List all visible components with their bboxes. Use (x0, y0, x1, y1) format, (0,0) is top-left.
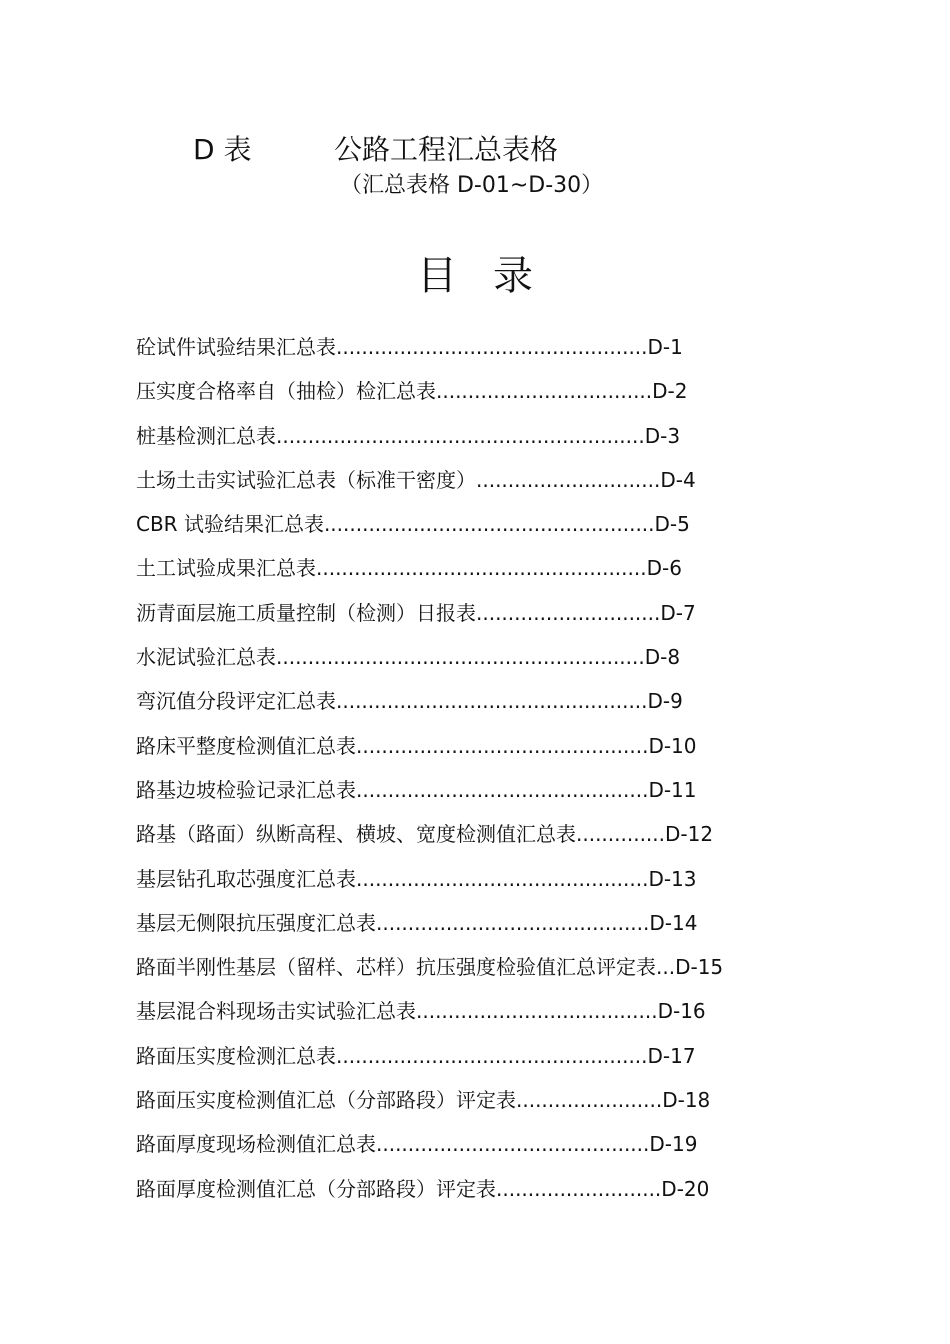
toc-item: 路面厚度检测值汇总（分部路段）评定表..........................D-20 (136, 1176, 710, 1201)
toc-heading: 目录 (417, 253, 569, 299)
toc-item: 路面压实度检测值汇总（分部路段）评定表.......................D-18 (136, 1088, 711, 1113)
table-series-label: D 表 (193, 133, 252, 166)
toc-item: 基层无侧限抗压强度汇总表...........................................D-14 (136, 910, 698, 935)
toc-item: 水泥试验汇总表..........................................................D-8 (136, 645, 681, 670)
toc-item: 弯沉值分段评定汇总表.................................................D-9 (136, 689, 683, 714)
document-subtitle: （汇总表格 D-01~D-30） (340, 173, 604, 198)
toc-item: 路基边坡检验记录汇总表..............................................D-11 (136, 777, 697, 802)
toc-item: 基层钻孔取芯强度汇总表..............................................D-13 (136, 866, 697, 891)
toc-item: 路基（路面）纵断高程、横坡、宽度检测值汇总表..............D-12 (136, 822, 714, 847)
toc-item: 基层混合料现场击实试验汇总表......................................D-16 (136, 999, 706, 1024)
toc-item: 压实度合格率自（抽检）检汇总表..................................D-2 (136, 379, 688, 404)
toc-list (136, 330, 723, 1216)
toc-item: 路面厚度现场检测值汇总表...........................................D-19 (136, 1132, 698, 1157)
document-title: 公路工程汇总表格 (334, 133, 559, 166)
toc-item: 土工试验成果汇总表....................................................D-6 (136, 556, 682, 581)
toc-item: 桩基检测汇总表..........................................................D-3 (136, 423, 681, 448)
document-header (0, 128, 950, 168)
toc-item: 路面压实度检测汇总表.................................................D-17 (136, 1043, 696, 1068)
toc-item: 沥青面层施工质量控制（检测）日报表.............................D-7 (136, 600, 696, 625)
toc-item: CBR 试验结果汇总表....................................................D-5 (136, 512, 690, 537)
toc-item: 土场土击实试验汇总表（标准干密度）.............................D-4 (136, 467, 696, 492)
toc-item: 路床平整度检测值汇总表..............................................D-10 (136, 733, 697, 758)
toc-item: 路面半刚性基层（留样、芯样）抗压强度检验值汇总评定表...D-15 (136, 955, 724, 980)
toc-item: 砼试件试验结果汇总表.................................................D-1 (136, 335, 683, 359)
